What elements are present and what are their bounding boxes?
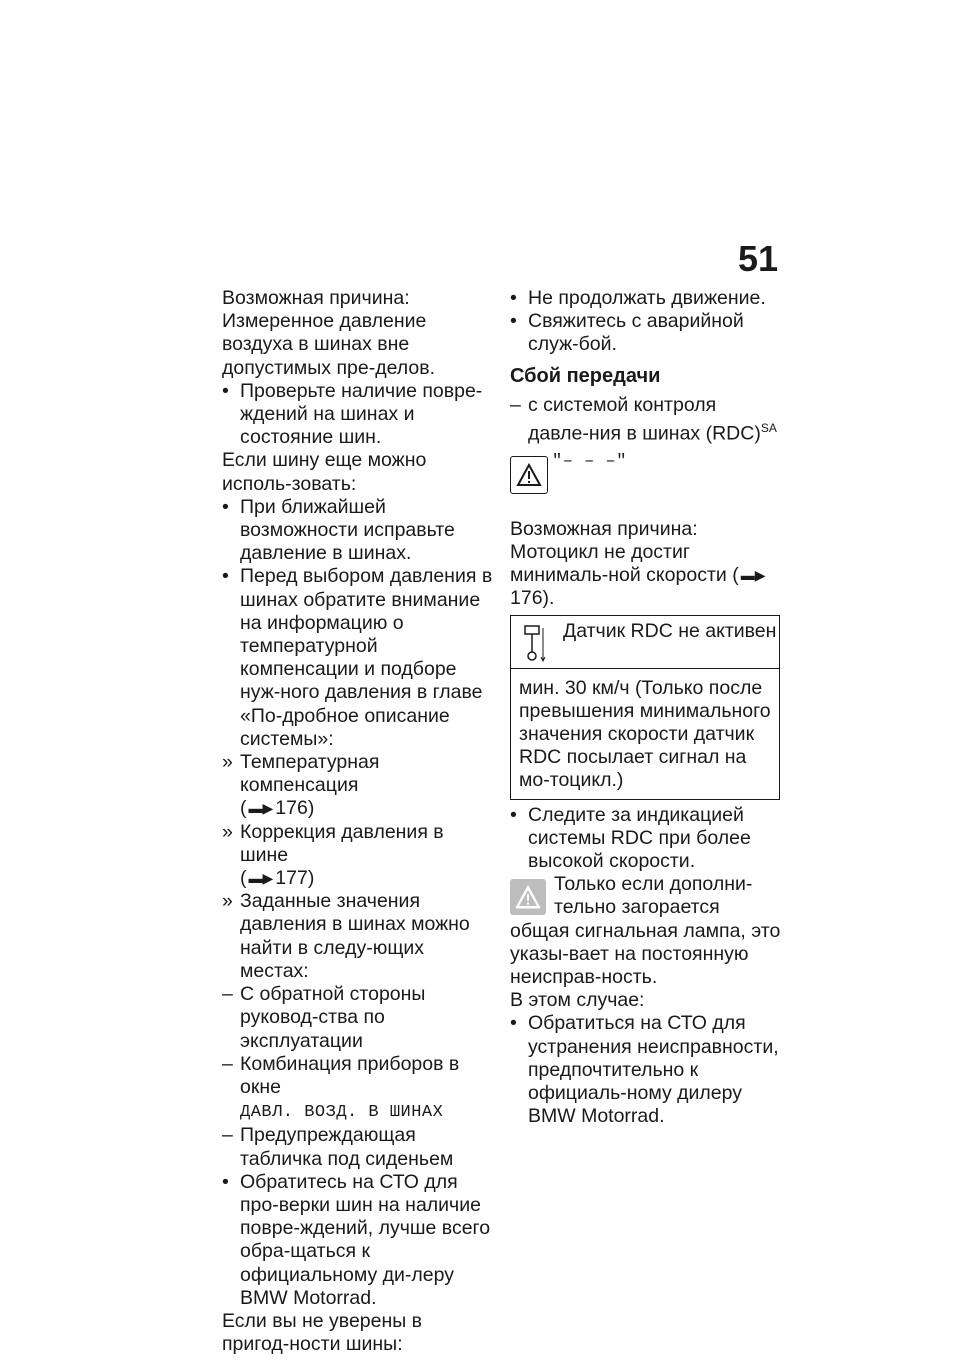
arrow-ref-icon: ▬▶	[248, 800, 274, 817]
rdc-info-box	[510, 615, 780, 800]
display-text: ДАВЛ. ВОЗД. В ШИНАХ	[240, 1103, 444, 1123]
section-heading: Сбой передачи	[510, 364, 661, 387]
possible-cause-label: Возможная причина:	[510, 517, 698, 540]
warning-triangle-icon	[510, 456, 548, 494]
bullet-item: • При ближайшей возможности исправьте давление в шинах.	[222, 495, 455, 565]
bullet-item: • Перед выбором давления в шинах обратите внимание на информацию о температурной компенсации и подборе нуж-ного давления в главе «По-дробное описание системы»:	[222, 565, 493, 750]
possible-cause-label: Возможная причина:	[222, 287, 410, 309]
cause-text: Измеренное давление воздуха в шинах вне допустимых пре-делов.	[222, 310, 436, 379]
bullet-item: • Не продолжать движение.	[510, 287, 766, 309]
warning-text: Только если дополни-тельно загорается общая сигнальная лампа, это указы-вает на постоянную неисправ-ность.	[510, 873, 781, 988]
page-link[interactable]: 176)	[275, 797, 315, 820]
box-body: мин. 30 км/ч (Только после превышения минимального значения скорости датчик RDC посылает сигнал на мо-тоцикл.)	[519, 676, 771, 792]
paragraph: Если шину еще можно исполь-зовать:	[222, 449, 427, 495]
cause-text: Мотоцикл не достиг минималь-ной скорости ( ▬▶176).	[510, 540, 766, 610]
right-column	[510, 287, 782, 1128]
bullet-item: • Следите за индикацией системы RDC при более высокой скорости.	[510, 803, 751, 872]
bullet-item: • Проверьте наличие повре-ждений на шинах и состояние шин.	[222, 379, 483, 449]
bullet-item: • Обратиться на СТО для устранения неисправности, предпочтительно к официаль-ному дилеру BMW Motorrad.	[510, 1012, 779, 1128]
paragraph: Если вы не уверены в пригод-ности шины:	[222, 1309, 423, 1356]
box-title: Датчик RDC не активен	[563, 619, 777, 642]
page-number: 51	[738, 238, 779, 279]
page-link[interactable]: 177)	[275, 867, 315, 890]
left-column	[222, 287, 494, 1356]
paragraph: В этом случае:	[510, 989, 645, 1012]
arrow-ref-icon: ▬▶	[740, 567, 766, 584]
dash-item: – С обратной стороны руковод-ства по эксплуатации	[222, 983, 426, 1052]
warning-triangle-icon	[510, 879, 546, 915]
reference-item: » Заданные значения давления в шинах можно найти в следу-ющих местах:	[222, 890, 470, 982]
bullet-item: • Свяжитесь с аварийной служ-бой.	[510, 310, 744, 356]
dash-item: – с системой контроля давле-ния в шинах (RDC)$^{SA}$	[510, 393, 777, 445]
arrow-ref-icon: ▬▶	[248, 870, 274, 887]
bullet-item: • Обратитесь на СТО для про-верки шин на наличие повре-ждений, лучше всего обра-щаться к официальному ди-леру BMW Motorrad.	[222, 1170, 491, 1309]
reference-item: » Коррекция давления в шине ( ▬▶ 177)	[222, 820, 444, 890]
page-link[interactable]: 176).	[510, 587, 555, 610]
dash-item: – Предупреждающая табличка под сиденьем	[222, 1124, 454, 1170]
rdc-sensor-icon	[521, 624, 547, 664]
dash-item: – Комбинация приборов в окне ДАВЛ. ВОЗД. В ШИНАХ	[222, 1052, 460, 1123]
display-indicator	[510, 451, 782, 508]
warning-note	[510, 873, 782, 989]
reference-item: » Температурная компенсация ( ▬▶ 176)	[222, 751, 380, 820]
display-text: "– – –"	[552, 451, 627, 471]
